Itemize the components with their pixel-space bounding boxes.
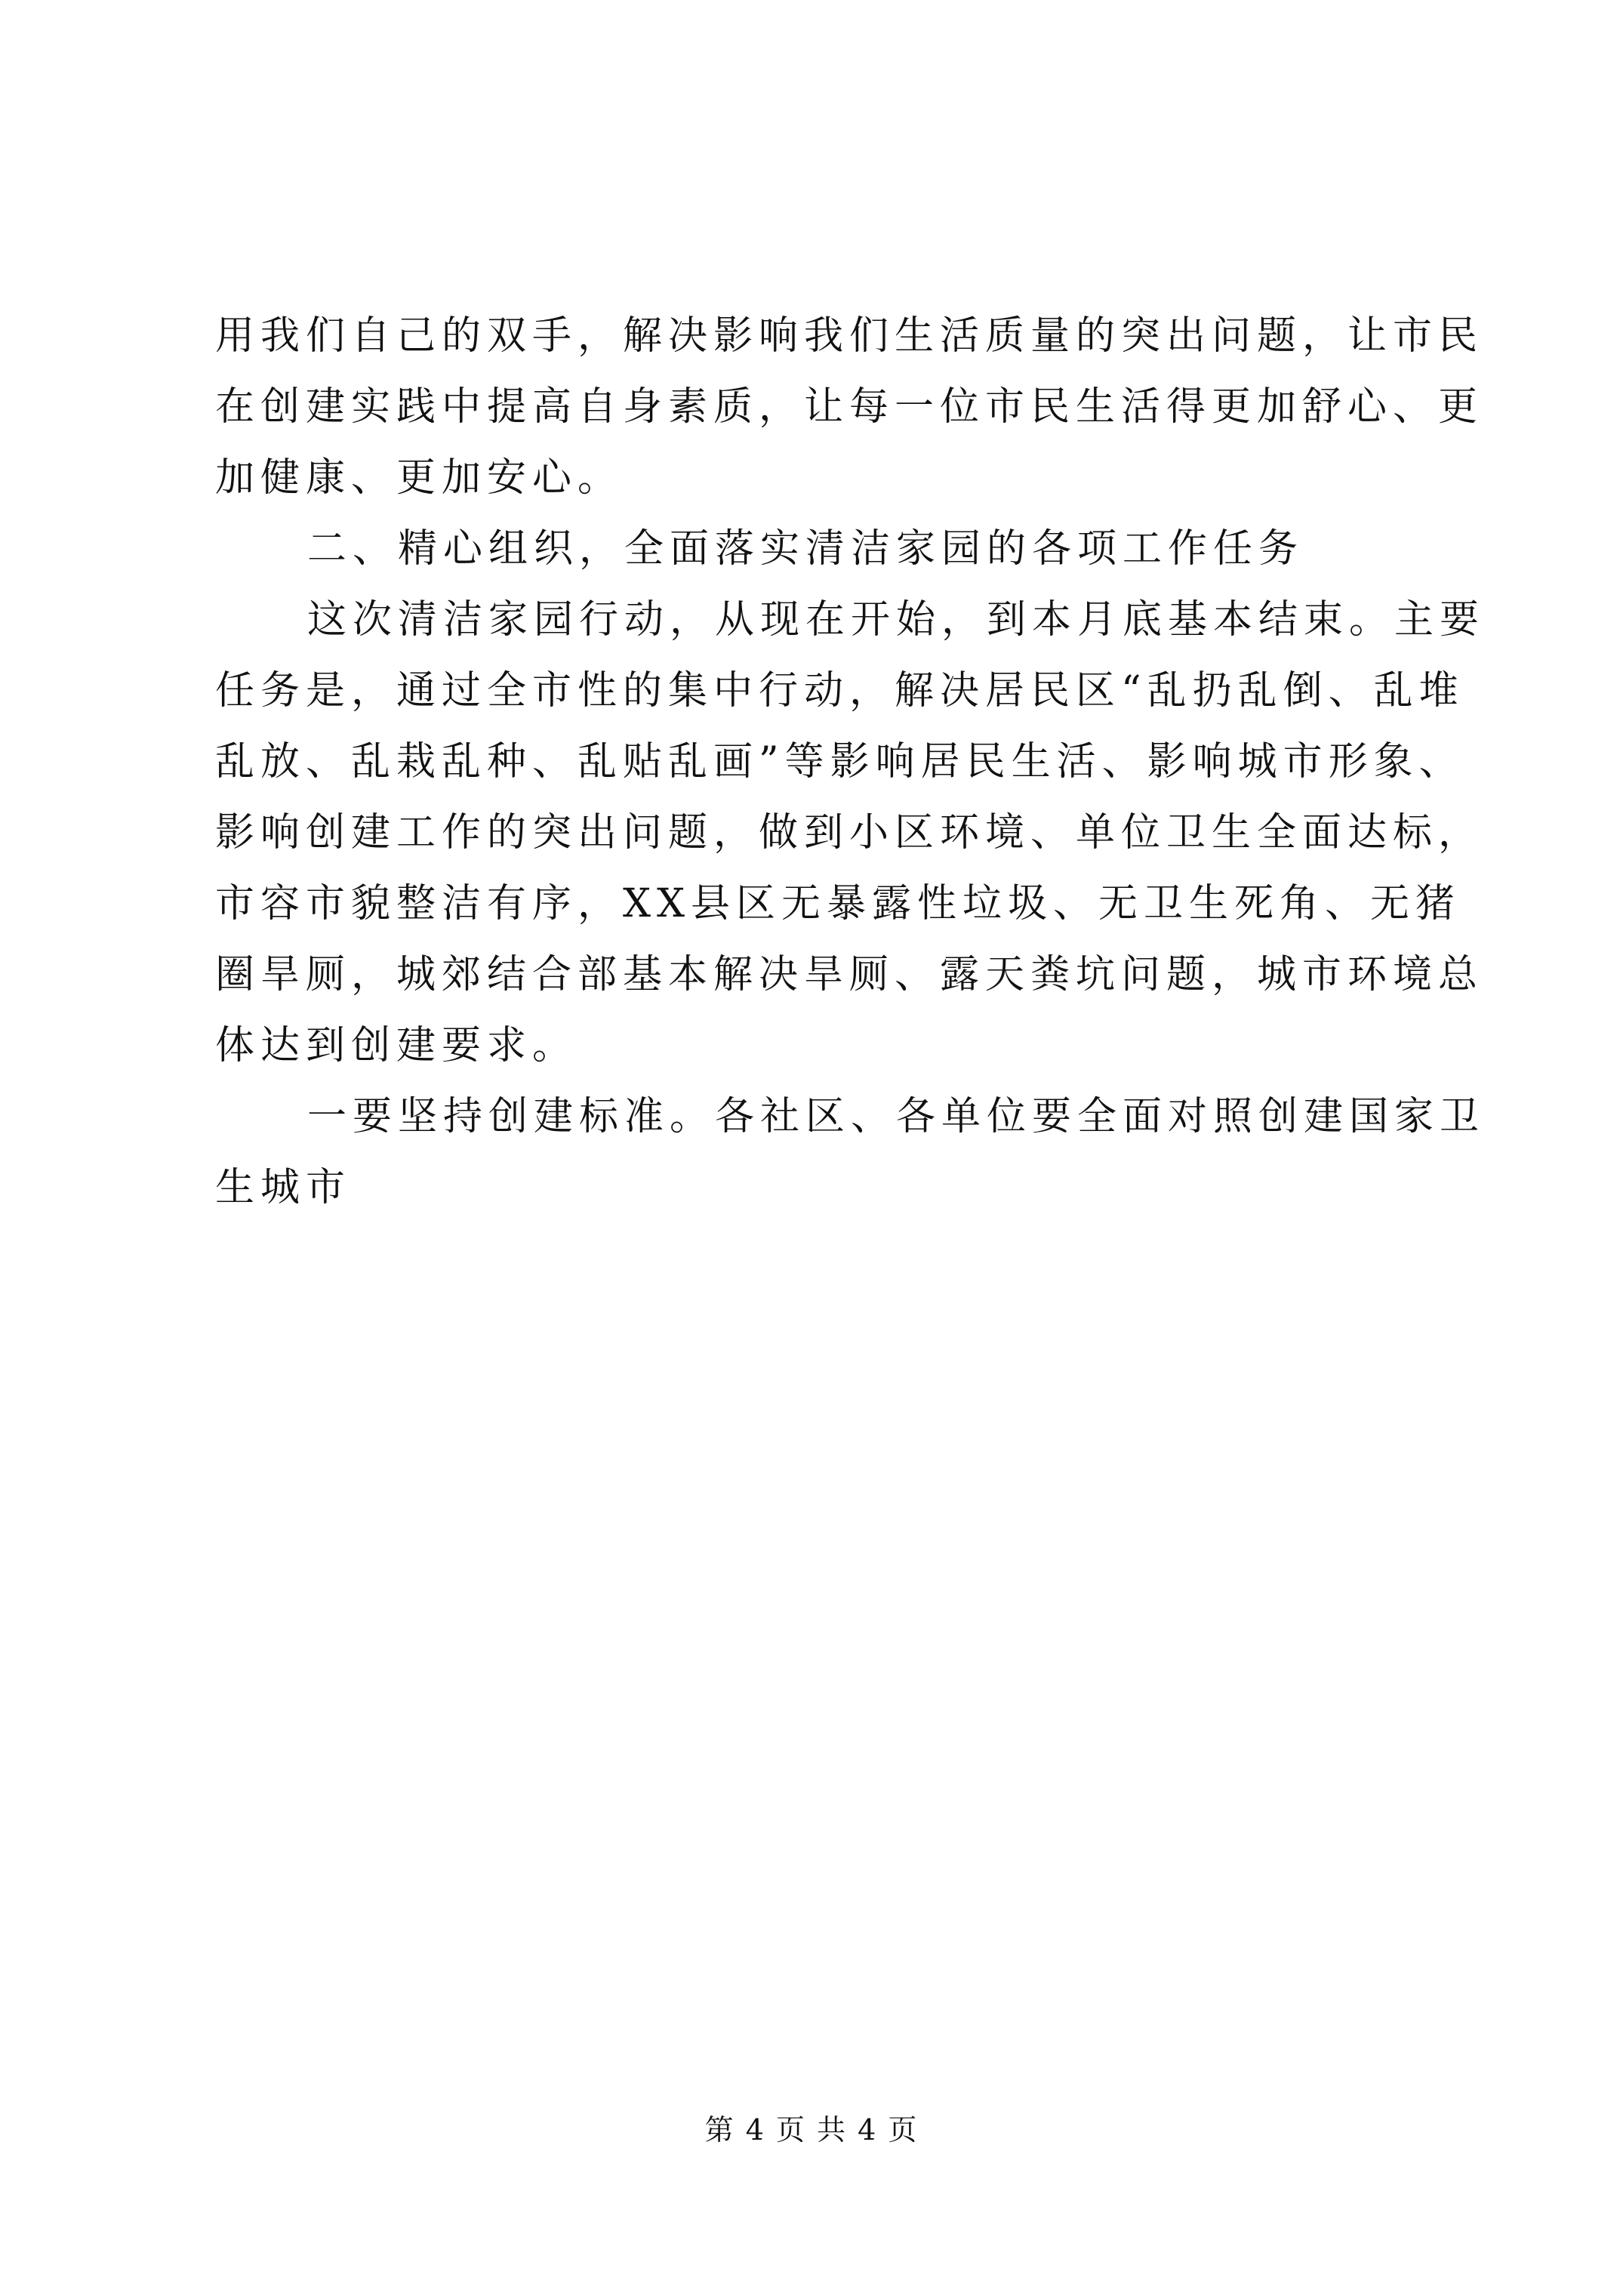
paragraph-line: 加健康、更加安心。	[215, 455, 624, 501]
paragraph-line: 生城市	[215, 1165, 352, 1210]
paragraph-line: 圈旱厕，城郊结合部基本解决旱厕、露天粪坑问题，城市环境总	[215, 952, 1484, 997]
paragraph-line: 用我们自己的双手，解决影响我们生活质量的突出问题，让市民	[215, 313, 1484, 359]
paragraph-line: 体达到创建要求。	[215, 1023, 578, 1068]
page-footer: 第 4 页 共 4 页	[704, 2113, 919, 2147]
section-heading: 二、精心组织，全面落实清洁家园的各项工作任务	[307, 526, 1304, 572]
paragraph-line: 这次清洁家园行动，从现在开始，到本月底基本结束。主要	[307, 597, 1486, 643]
paragraph-line: 乱放、乱栽乱种、乱贴乱画”等影响居民生活、影响城市形象、	[215, 739, 1464, 784]
document-body	[215, 300, 1486, 1223]
paragraph-line: 在创建实践中提高自身素质，让每一位市民生活得更加舒心、更	[215, 384, 1484, 430]
paragraph-line: 任务是，通过全市性的集中行动，解决居民区“乱扔乱倒、乱堆	[215, 668, 1464, 713]
paragraph-line: 市容市貌整洁有序，XX县区无暴露性垃圾、无卫生死角、无猪	[215, 881, 1461, 926]
paragraph-line: 一要坚持创建标准。各社区、各单位要全面对照创建国家卫	[307, 1094, 1486, 1139]
paragraph-line: 影响创建工作的突出问题，做到小区环境、单位卫生全面达标，	[215, 810, 1484, 855]
